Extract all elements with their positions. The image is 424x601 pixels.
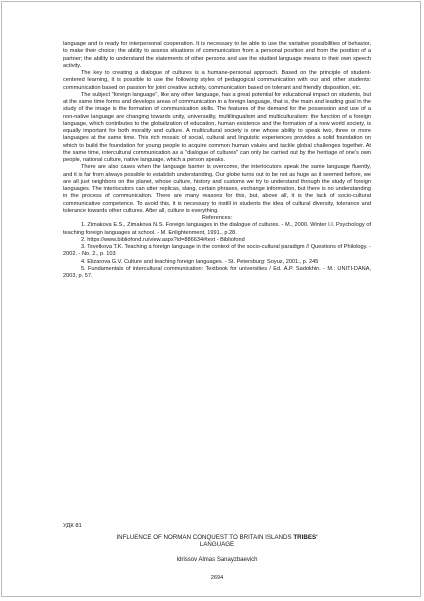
paragraph: The key to creating a dialogue of cultures is a humane-personal approach. Based on the principle of student-centered learning, it is possible to use the following styles of pedagogical communication with our and other students: communication based on passion for joint creative activity, communication based on tolerant and friendly disposition, etc. [63,70,371,91]
reference-item: 4. Elizarova G.V. Culture and teaching foreign languages. - St. Petersburg: Soyuz, 2001., p. 245 [81,258,319,265]
udc-code: УДК 81 [63,523,82,529]
paragraph: The subject "foreign language", like any other language, has a great potential for educational impact on students, but at the same time forms and develops areas of communication in a foreign language, that is, the main and leading goal in the study of the image is the formation of communication skills. The features of the demand for the possession and use of a non-native language are changing towards unity, universality, multilingualism and multiculturalism: the function of a foreign language, which contributes to the globalization of education, human existence and the formation of a new world society, is equally important for both morality and culture. A multicultural society is one whose ability to speak two, three or more languages at the same time. This rich mosaic of social, cultural and linguistic experiences provides a solid foundation on which to build the foundation for young people to acquire common human values and tackle global challenges together. At the same time, intercultural communication as a "dialogue of cultures" can only be carried out by the heritage of one's own people, national culture, native language, which a person speaks. [63,91,371,163]
author-name: Idrissov Almas Sanayzbaevich [176,557,258,563]
page-number: 2694 [210,575,224,581]
body-text [63,41,371,280]
reference-item[interactable]: 2. https://www.bibliofond.ru/view.aspx?id=886634#text - Bibliofond [81,236,245,243]
title-bold: TRIBES' [293,534,318,541]
paragraph: language and is ready for interpersonal cooperation. It is necessary to be able to use the variative possibilities of behavior, to make their choice; the ability to assess situations of communication from a personal position and from the position of a partner; the ability to understand the statements of other persons and use the studied language means in their own speech activity. [63,41,371,69]
references-heading: References: [201,215,233,221]
title-end: LANGUAGE [199,541,235,549]
paragraph: There are also cases when the language barrier is overcome, the interlocutors speak the same language fluently, and it is far from always possible to establish understanding. Our globe turns out to be not as huge as it seemed before, we are all just neighbors on the planet, whose culture, history and customs we try to understand through the study of foreign languages. The interlocutors can utter replicas, slang, certain phrases, exchange information, but there is no understanding in the process of communication. There are many reasons for this, but, above all, it is the lack of socio-cultural communicative competence. To avoid this, it is necessary to instill in students the idea of cultural diversity, tolerance and tolerance towards other cultures. After all, culture is everything. [63,164,371,214]
title-main: INFLUENCE OF NORMAN CONQUEST TO BRITAIN ISLANDS [116,534,292,541]
reference-item: 5. Fundamentals of intercultural communication: Textbook for universities / Ed. A.P. Sadokhin. - M.: UNITI-DANA, 2003, p. 57. [63,265,371,279]
document-page [1,1,421,597]
next-article-title [63,534,371,549]
reference-item: 1. Zimakova E.S., Zimakova N.S. Foreign languages in the dialogue of cultures. - M., 2000. Winter I.I. Psychology of teaching foreign languages at school. - M. Enlightenment, 1991., p.28. [63,222,371,236]
reference-item: 3. Tsvetkova T.K. Teaching a foreign language in the context of the socio-cultural paradigm // Questions of Philology. - 2002. - No. 2., p. 103 [63,244,372,258]
